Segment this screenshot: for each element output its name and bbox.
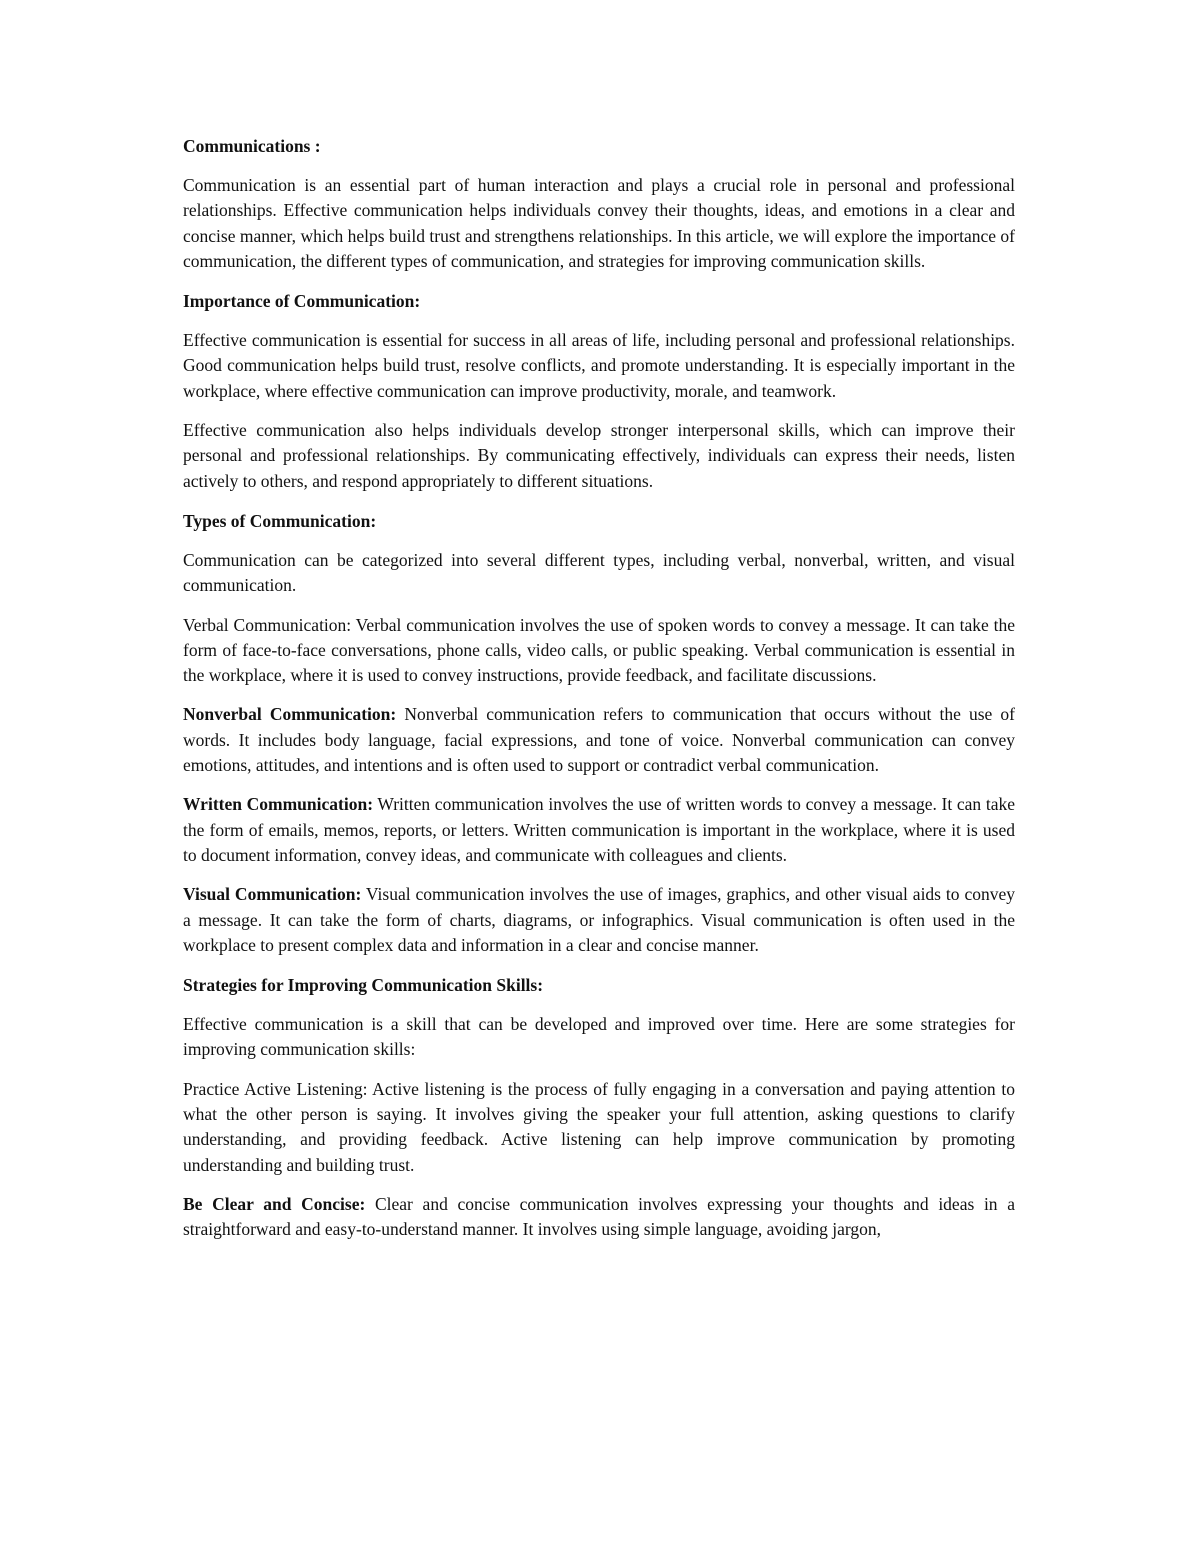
verbal-communication-paragraph: Verbal Communication: Verbal communication involves the use of spoken words to convey a message. It can take the form of face-to-face conversations, phone calls, video calls, or public speaking. Verbal communication is essential in the workplace, where it is used to convey instructions, provide feedback, and facilitate discussions. [183,614,1015,686]
visual-communication-paragraph [183,882,1015,958]
clear-concise-text: Clear and concise communication involves expressing your thoughts and ideas in a straightforward and easy-to-understand manner. It involves using simple language, avoiding jargon, [183,1193,1016,1240]
strategies-heading: Strategies for Improving Communication Skills: [183,975,544,996]
types-heading: Types of Communication: [183,510,377,531]
types-paragraph-1: Communication can be categorized into several different types, including verbal, nonverbal, written, and visual communication. [183,549,1015,596]
document-page [183,133,1015,1257]
importance-paragraph-2: Effective communication also helps individuals develop stronger interpersonal skills, which can improve their personal and professional relationships. By communicating effectively, individuals can express their needs, listen actively to others, and respond appropriately to different situations. [183,420,1015,491]
document-title: Communications : [183,136,321,156]
written-text: Written communication involves the use of written words to convey a message. It can take the form of emails, memos, reports, or letters. Written communication is important in the workplace, where it is used to document information, convey ideas, and communicate with colleagues and clients. [183,794,1016,865]
active-listening-paragraph: Practice Active Listening: Active listening is the process of fully engaging in a conversation and paying attention to what the other person is saying. It involves giving the speaker your full attention, asking questions to clarify understanding, and providing feedback. Active listening can help improve communication by promoting understanding and building trust. [183,1078,1015,1175]
written-communication-paragraph [183,792,1015,868]
nonverbal-label: Nonverbal Communication: [183,704,397,725]
written-label: Written Communication: [183,794,374,815]
importance-heading: Importance of Communication: [183,291,421,312]
strategies-paragraph-1: Effective communication is a skill that can be developed and improved over time. Here are some strategies for improving communication skills: [183,1014,1015,1060]
nonverbal-communication-paragraph [183,702,1015,778]
nonverbal-text: Nonverbal communication refers to communication that occurs without the use of words. It includes body language, facial expressions, and tone of voice. Nonverbal communication can convey emotions, attitudes, and intentions and is often used to support or contradict verbal communication. [183,704,1015,776]
intro-paragraph: Communication is an essential part of human interaction and plays a crucial role in personal and professional relationships. Effective communication helps individuals convey their thoughts, ideas, and emotions in a clear and concise manner, which helps build trust and strengthens relationships. In this article, we will explore the importance of communication, the different types of communication, and strategies for improving communication skills. [183,175,1015,271]
clear-concise-paragraph [183,1192,1015,1243]
clear-concise-label: Be Clear and Concise: [183,1193,366,1214]
visual-text: Visual communication involves the use of images, graphics, and other visual aids to convey a message. It can take the form of charts, diagrams, or infographics. Visual communication is often used in the workplace to present complex data and information in a clear and concise manner. [183,884,1015,955]
importance-paragraph-1: Effective communication is essential for success in all areas of life, including personal and professional relationships. Good communication helps build trust, resolve conflicts, and promote understanding. It is especially important in the workplace, where effective communication can improve productivity, morale, and teamwork. [183,330,1015,401]
visual-label: Visual Communication: [183,884,362,905]
